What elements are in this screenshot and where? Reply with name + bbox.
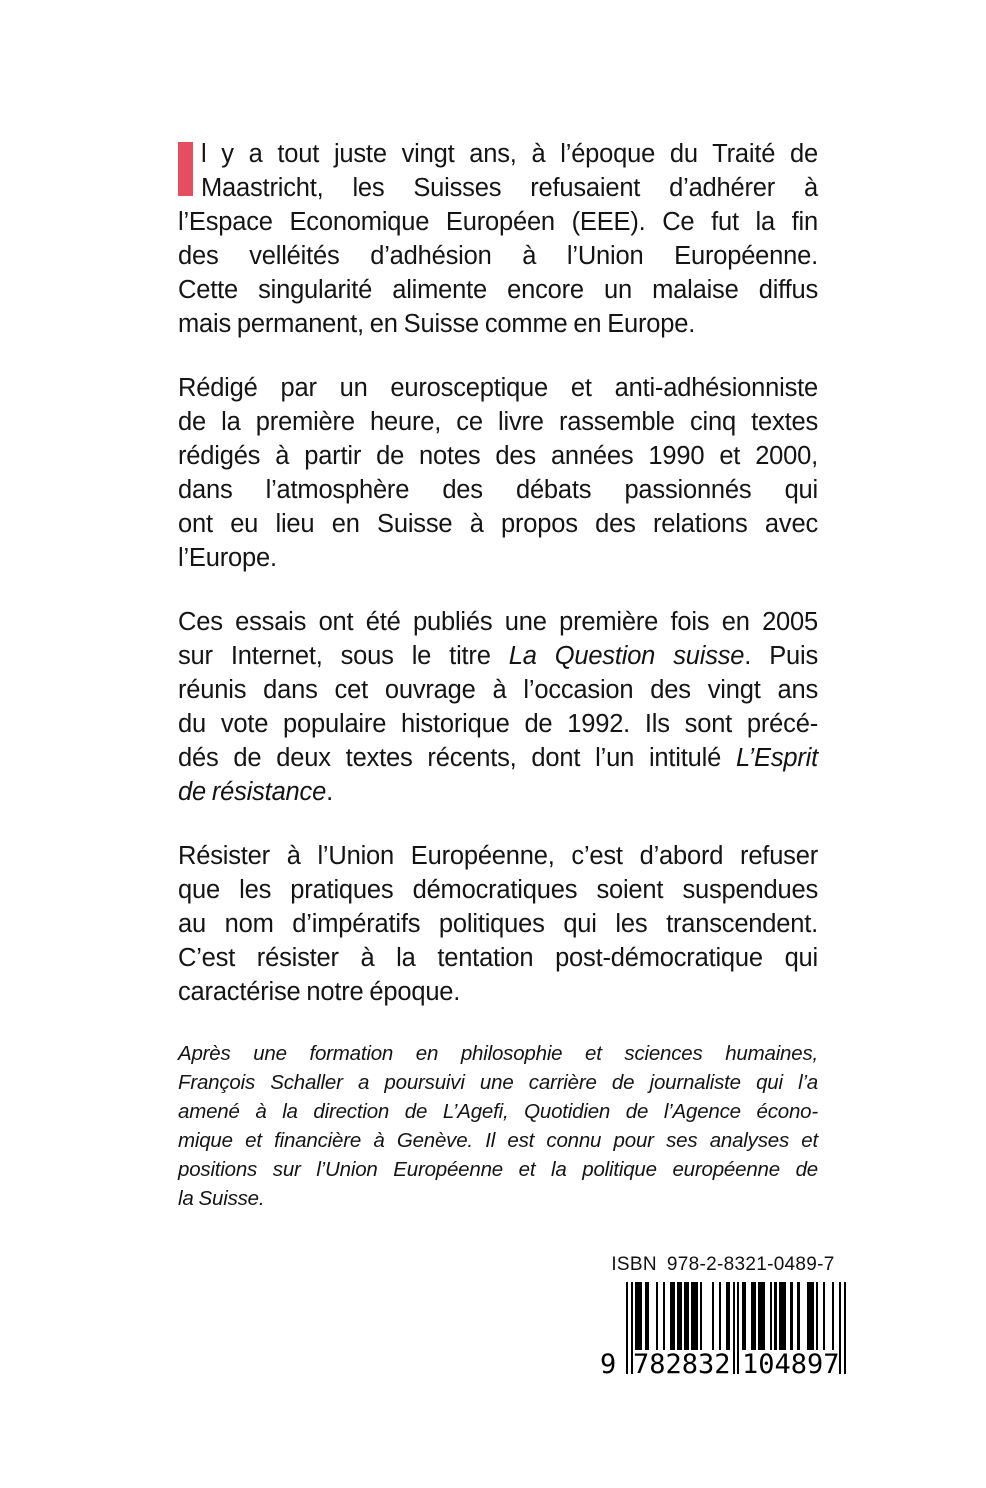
text-line (178, 873, 818, 907)
text-segment: réunis dans cet ouvrage à l’occasion des vingt ans (178, 676, 818, 704)
barcode-digit-lead: 9 (600, 1349, 617, 1380)
text-segment: Rédigé par un eurosceptique et anti-adhésionniste (178, 374, 818, 402)
isbn-label: ISBN (611, 1254, 657, 1275)
text-line (178, 1068, 818, 1097)
text-segment: Après une formation en philosophie et sciences humaines, (178, 1042, 818, 1065)
text-segment: au nom d’impératifs politiques qui les transcendent. (178, 910, 818, 938)
barcode-bar (779, 1282, 786, 1354)
barcode-bar (677, 1282, 682, 1354)
text-line (178, 473, 818, 507)
barcode-bar (816, 1282, 818, 1354)
text-segment: . (326, 778, 333, 806)
text-line (178, 839, 818, 873)
text-line (178, 507, 818, 541)
text-line (178, 1184, 818, 1213)
barcode-bar (844, 1282, 846, 1374)
ean13-barcode (600, 1282, 846, 1382)
italic-text-segment: L’Esprit (735, 744, 818, 772)
barcode-bar (774, 1282, 776, 1354)
text-segment: positions sur l’Union Européenne et la politique européenne de (178, 1158, 818, 1181)
text-segment: ont eu lieu en Suisse à propos des relations avec (178, 510, 818, 538)
barcode-bar (684, 1282, 689, 1354)
barcode-bar (823, 1282, 825, 1354)
barcode-bar (670, 1282, 675, 1354)
italic-text-segment: de résistance (178, 778, 327, 806)
text-segment: l’Espace Economique Européen (EEE). Ce fut la fin (178, 208, 818, 236)
barcode-bar (712, 1282, 714, 1354)
barcode-bar (691, 1282, 698, 1354)
author-bio-paragraph (178, 1039, 818, 1213)
resistance-paragraph (178, 839, 818, 1009)
text-line (178, 405, 818, 439)
barcode-bar (737, 1282, 739, 1374)
barcode-bar (635, 1282, 642, 1354)
text-segment: Ces essais ont été publiés une première fois en 2005 (178, 608, 818, 636)
barcode-bar (663, 1282, 665, 1354)
barcode-bar (645, 1282, 650, 1354)
text-line (178, 907, 818, 941)
barcode-bar (790, 1282, 792, 1354)
text-line (178, 707, 818, 741)
intro-paragraph (178, 137, 818, 341)
barcode-bar (807, 1282, 814, 1354)
text-segment: sur Internet, sous le titre (178, 642, 509, 670)
text-segment: dés de deux textes récents, dont l’un intitulé (178, 744, 736, 772)
text-line (178, 605, 818, 639)
text-line (178, 1097, 818, 1126)
text-segment: François Schaller a poursuivi une carrière de journaliste qui l’a (178, 1071, 818, 1094)
barcode-bar (656, 1282, 658, 1354)
text-line (178, 273, 818, 307)
text-line (178, 741, 818, 775)
text-line (178, 941, 818, 975)
text-line (178, 1155, 818, 1184)
text-segment: l’Europe. (178, 544, 277, 572)
barcode-bar (726, 1282, 731, 1354)
text-segment: de la première heure, ce livre rassemble cinq textes (178, 408, 818, 436)
publication-paragraph (178, 605, 818, 809)
text-line (178, 137, 818, 171)
text-segment: Résister à l’Union Européenne, c’est d’abord refuser (178, 842, 818, 870)
text-line (178, 239, 818, 273)
text-line (178, 1039, 818, 1068)
text-line (178, 975, 818, 1009)
dropcap-letter-bar (178, 142, 193, 196)
isbn-line (600, 1254, 846, 1276)
barcode-bar (770, 1282, 772, 1354)
barcode-bar (758, 1282, 765, 1354)
text-line (178, 1126, 818, 1155)
text-line (178, 775, 818, 809)
text-segment: . Puis (744, 642, 818, 670)
text-line (178, 639, 818, 673)
barcode-bar (797, 1282, 799, 1354)
text-line (178, 205, 818, 239)
barcode-bar (719, 1282, 721, 1354)
text-segment: la Suisse. (178, 1187, 265, 1210)
text-segment: caractérise notre époque. (178, 978, 461, 1006)
barcode-bar (700, 1282, 702, 1354)
isbn-number: 978-2-8321-0489-7 (666, 1254, 835, 1275)
text-segment: l y a tout juste vingt ans, à l’époque du Traité de (201, 140, 818, 168)
text-segment: mique et financière à Genève. Il est connu pour ses analyses et (178, 1129, 818, 1152)
text-segment: du vote populaire historique de 1992. Ils sont précé- (178, 710, 818, 738)
text-segment: amené à la direction de L’Agefi, Quotidien de l’Agence écono- (178, 1100, 818, 1123)
context-paragraph (178, 371, 818, 575)
barcode-bar (626, 1282, 628, 1374)
italic-text-segment: La Question suisse (508, 642, 745, 670)
text-line (178, 541, 818, 575)
text-segment: dans l’atmosphère des débats passionnés qui (178, 476, 818, 504)
text-line (178, 307, 818, 341)
text-line (178, 439, 818, 473)
text-line (178, 673, 818, 707)
barcode-digits-group1: 782832 (633, 1349, 731, 1380)
text-segment: Maastricht, les Suisses refusaient d’adhérer à (201, 174, 818, 202)
text-segment: rédigés à partir de notes des années 1990 et 2000, (178, 442, 818, 470)
text-line (178, 171, 818, 205)
barcode-bar (751, 1282, 756, 1354)
blurb-text-block (178, 137, 818, 1213)
text-segment: C’est résister à la tentation post-démocratique qui (178, 944, 818, 972)
text-segment: des velléités d’adhésion à l’Union Européenne. (178, 242, 818, 270)
barcode-digits-group2: 104897 (742, 1349, 840, 1380)
text-segment: que les pratiques démocratiques soient suspendues (178, 876, 818, 904)
barcode-bar (832, 1282, 834, 1354)
text-segment: mais permanent, en Suisse comme en Europe. (178, 310, 696, 338)
text-segment: Cette singularité alimente encore un malaise diffus (178, 276, 818, 304)
isbn-block (600, 1254, 846, 1382)
barcode-bar (742, 1282, 747, 1354)
barcode-bar (733, 1282, 735, 1374)
text-line (178, 371, 818, 405)
